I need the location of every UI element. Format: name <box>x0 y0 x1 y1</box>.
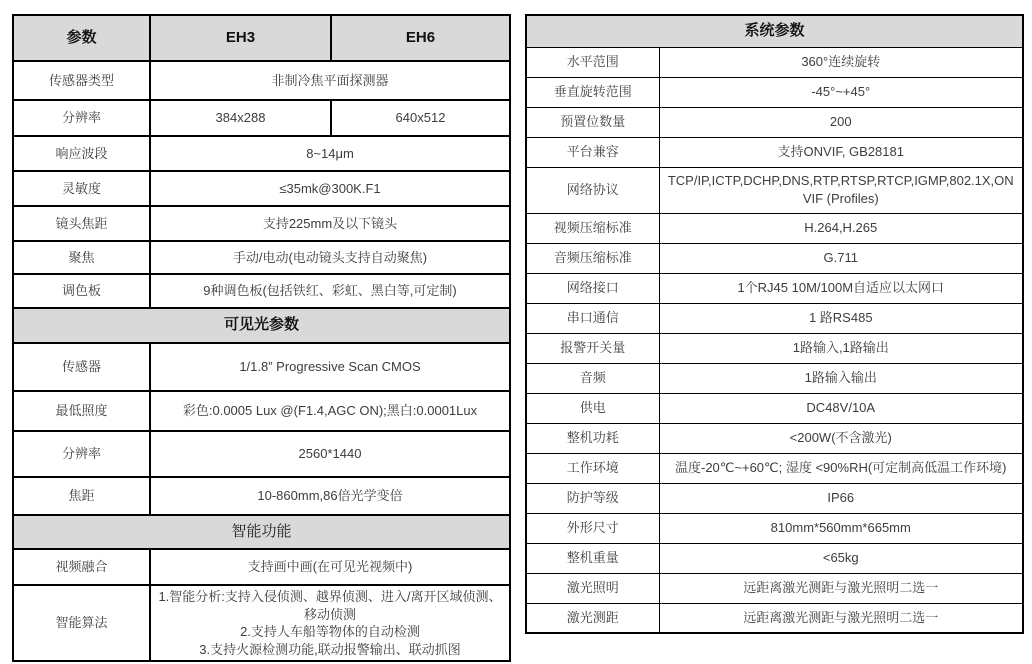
spec-value-cell <box>150 585 510 661</box>
table-title: 系统参数 <box>526 15 1023 47</box>
spec-value-cell: 1个RJ45 10M/100M自适应以太网口 <box>659 273 1023 303</box>
table-row <box>13 343 510 391</box>
spec-value-cell: 8~14μm <box>150 136 510 171</box>
spec-value-cell: 温度-20℃~+60℃; 湿度 <90%RH(可定制高低温工作环境) <box>659 453 1023 483</box>
spec-label-cell: 报警开关量 <box>526 333 659 363</box>
spec-value-cell: 远距离激光测距与激光照明二选一 <box>659 573 1023 603</box>
table-row <box>13 61 510 100</box>
spec-value-cell: <65kg <box>659 543 1023 573</box>
spec-value-cell: H.264,H.265 <box>659 213 1023 243</box>
spec-value-cell: 9种调色板(包括铁红、彩虹、黑白等,可定制) <box>150 274 510 308</box>
table-row <box>526 243 1023 273</box>
table-row <box>13 585 510 661</box>
spec-label-cell: 预置位数量 <box>526 107 659 137</box>
spec-value-cell: 1 路RS485 <box>659 303 1023 333</box>
spec-label-cell: 焦距 <box>13 477 150 515</box>
spec-value-cell: 200 <box>659 107 1023 137</box>
table-row <box>526 303 1023 333</box>
spec-label-cell: 垂直旋转范围 <box>526 77 659 107</box>
table-row <box>13 171 510 206</box>
thermal-spec-table <box>12 14 511 662</box>
spec-value-cell: 360°连续旋转 <box>659 47 1023 77</box>
spec-value-cell: DC48V/10A <box>659 393 1023 423</box>
spec-value-cell: -45°~+45° <box>659 77 1023 107</box>
spec-value-cell: 手动/电动(电动镜头支持自动聚焦) <box>150 241 510 274</box>
spec-value-cell: 1路输入输出 <box>659 363 1023 393</box>
spec-label-cell: 音频压缩标准 <box>526 243 659 273</box>
spec-label-cell: 网络接口 <box>526 273 659 303</box>
spec-label-cell: 智能算法 <box>13 585 150 661</box>
table-row <box>13 100 510 136</box>
table-row <box>13 549 510 585</box>
table-row <box>526 393 1023 423</box>
table-row <box>526 167 1023 213</box>
spec-label-cell: 分辨率 <box>13 431 150 477</box>
spec-value-line: 2.支持人车船等物体的自动检测 <box>240 624 420 640</box>
spec-label-cell: 分辨率 <box>13 100 150 136</box>
table-row <box>526 213 1023 243</box>
spec-value-cell: 非制冷焦平面探测器 <box>150 61 510 100</box>
table-row <box>13 136 510 171</box>
column-header: EH3 <box>150 15 331 61</box>
spec-label-cell: 供电 <box>526 393 659 423</box>
spec-value-cell: <200W(不含激光) <box>659 423 1023 453</box>
spec-label-cell: 整机功耗 <box>526 423 659 453</box>
spec-value-cell: 384x288 <box>150 100 331 136</box>
table-row <box>13 308 510 343</box>
spec-label-cell: 视频融合 <box>13 549 150 585</box>
table-row <box>13 391 510 431</box>
section-header-cell: 智能功能 <box>13 515 510 549</box>
table-row <box>526 107 1023 137</box>
table-row <box>13 15 510 61</box>
spec-value-cell: 支持225mm及以下镜头 <box>150 206 510 241</box>
spec-value-cell: 1路输入,1路输出 <box>659 333 1023 363</box>
section-header-cell: 可见光参数 <box>13 308 510 343</box>
spec-value-cell: TCP/IP,ICTP,DCHP,DNS,RTP,RTSP,RTCP,IGMP,802.1X,ONVIF (Profiles) <box>659 167 1023 213</box>
table-row <box>526 543 1023 573</box>
column-header: EH6 <box>331 15 510 61</box>
spec-value-cell: 640x512 <box>331 100 510 136</box>
spec-label-cell: 工作环境 <box>526 453 659 483</box>
thermal-spec-table-body <box>13 15 510 661</box>
spec-value-line: 1.智能分析:支持入侵侦测、越界侦测、进入/离开区域侦测、移动侦测 <box>158 589 502 622</box>
spec-value-cell: 10-860mm,86倍光学变倍 <box>150 477 510 515</box>
spec-label-cell: 平台兼容 <box>526 137 659 167</box>
spec-label-cell: 聚焦 <box>13 241 150 274</box>
spec-value-cell: IP66 <box>659 483 1023 513</box>
table-row <box>526 603 1023 633</box>
table-row <box>13 431 510 477</box>
table-row <box>526 453 1023 483</box>
spec-value-cell: 810mm*560mm*665mm <box>659 513 1023 543</box>
table-row <box>13 515 510 549</box>
spec-label-cell: 激光测距 <box>526 603 659 633</box>
table-row <box>526 513 1023 543</box>
spec-value-cell: 远距离激光测距与激光照明二选一 <box>659 603 1023 633</box>
table-row <box>526 77 1023 107</box>
spec-value-cell: 支持画中画(在可见光视频中) <box>150 549 510 585</box>
spec-label-cell: 传感器 <box>13 343 150 391</box>
spec-label-cell: 防护等级 <box>526 483 659 513</box>
spec-label-cell: 调色板 <box>13 274 150 308</box>
spec-label-cell: 响应波段 <box>13 136 150 171</box>
spec-value-cell: 彩色:0.0005 Lux @(F1.4,AGC ON);黑白:0.0001Lux <box>150 391 510 431</box>
table-row <box>526 137 1023 167</box>
spec-label-cell: 激光照明 <box>526 573 659 603</box>
spec-label-cell: 最低照度 <box>13 391 150 431</box>
table-row <box>13 206 510 241</box>
table-row <box>526 363 1023 393</box>
spec-label-cell: 整机重量 <box>526 543 659 573</box>
spec-label-cell: 外形尺寸 <box>526 513 659 543</box>
system-spec-table <box>525 14 1024 634</box>
spec-label-cell: 灵敏度 <box>13 171 150 206</box>
spec-label-cell: 水平范围 <box>526 47 659 77</box>
spec-value-cell: 支持ONVIF, GB28181 <box>659 137 1023 167</box>
spec-label-cell: 网络协议 <box>526 167 659 213</box>
table-row <box>526 273 1023 303</box>
spec-label-cell: 传感器类型 <box>13 61 150 100</box>
table-row <box>526 15 1023 47</box>
table-row <box>526 47 1023 77</box>
spec-value-cell: ≤35mk@300K.F1 <box>150 171 510 206</box>
spec-value-line: 3.支持火源检测功能,联动报警输出、联动抓图 <box>199 641 461 657</box>
spec-label-cell: 音频 <box>526 363 659 393</box>
spec-value-cell: 1/1.8” Progressive Scan CMOS <box>150 343 510 391</box>
table-row <box>13 477 510 515</box>
spec-label-cell: 串口通信 <box>526 303 659 333</box>
table-row <box>526 483 1023 513</box>
table-row <box>13 274 510 308</box>
table-row <box>13 241 510 274</box>
table-row <box>526 573 1023 603</box>
spec-label-cell: 视频压缩标准 <box>526 213 659 243</box>
table-row <box>526 423 1023 453</box>
spec-value-cell: 2560*1440 <box>150 431 510 477</box>
table-row <box>526 333 1023 363</box>
spec-value-cell: G.711 <box>659 243 1023 273</box>
system-spec-table-body <box>526 15 1023 633</box>
spec-label-cell: 镜头焦距 <box>13 206 150 241</box>
column-header: 参数 <box>13 15 150 61</box>
